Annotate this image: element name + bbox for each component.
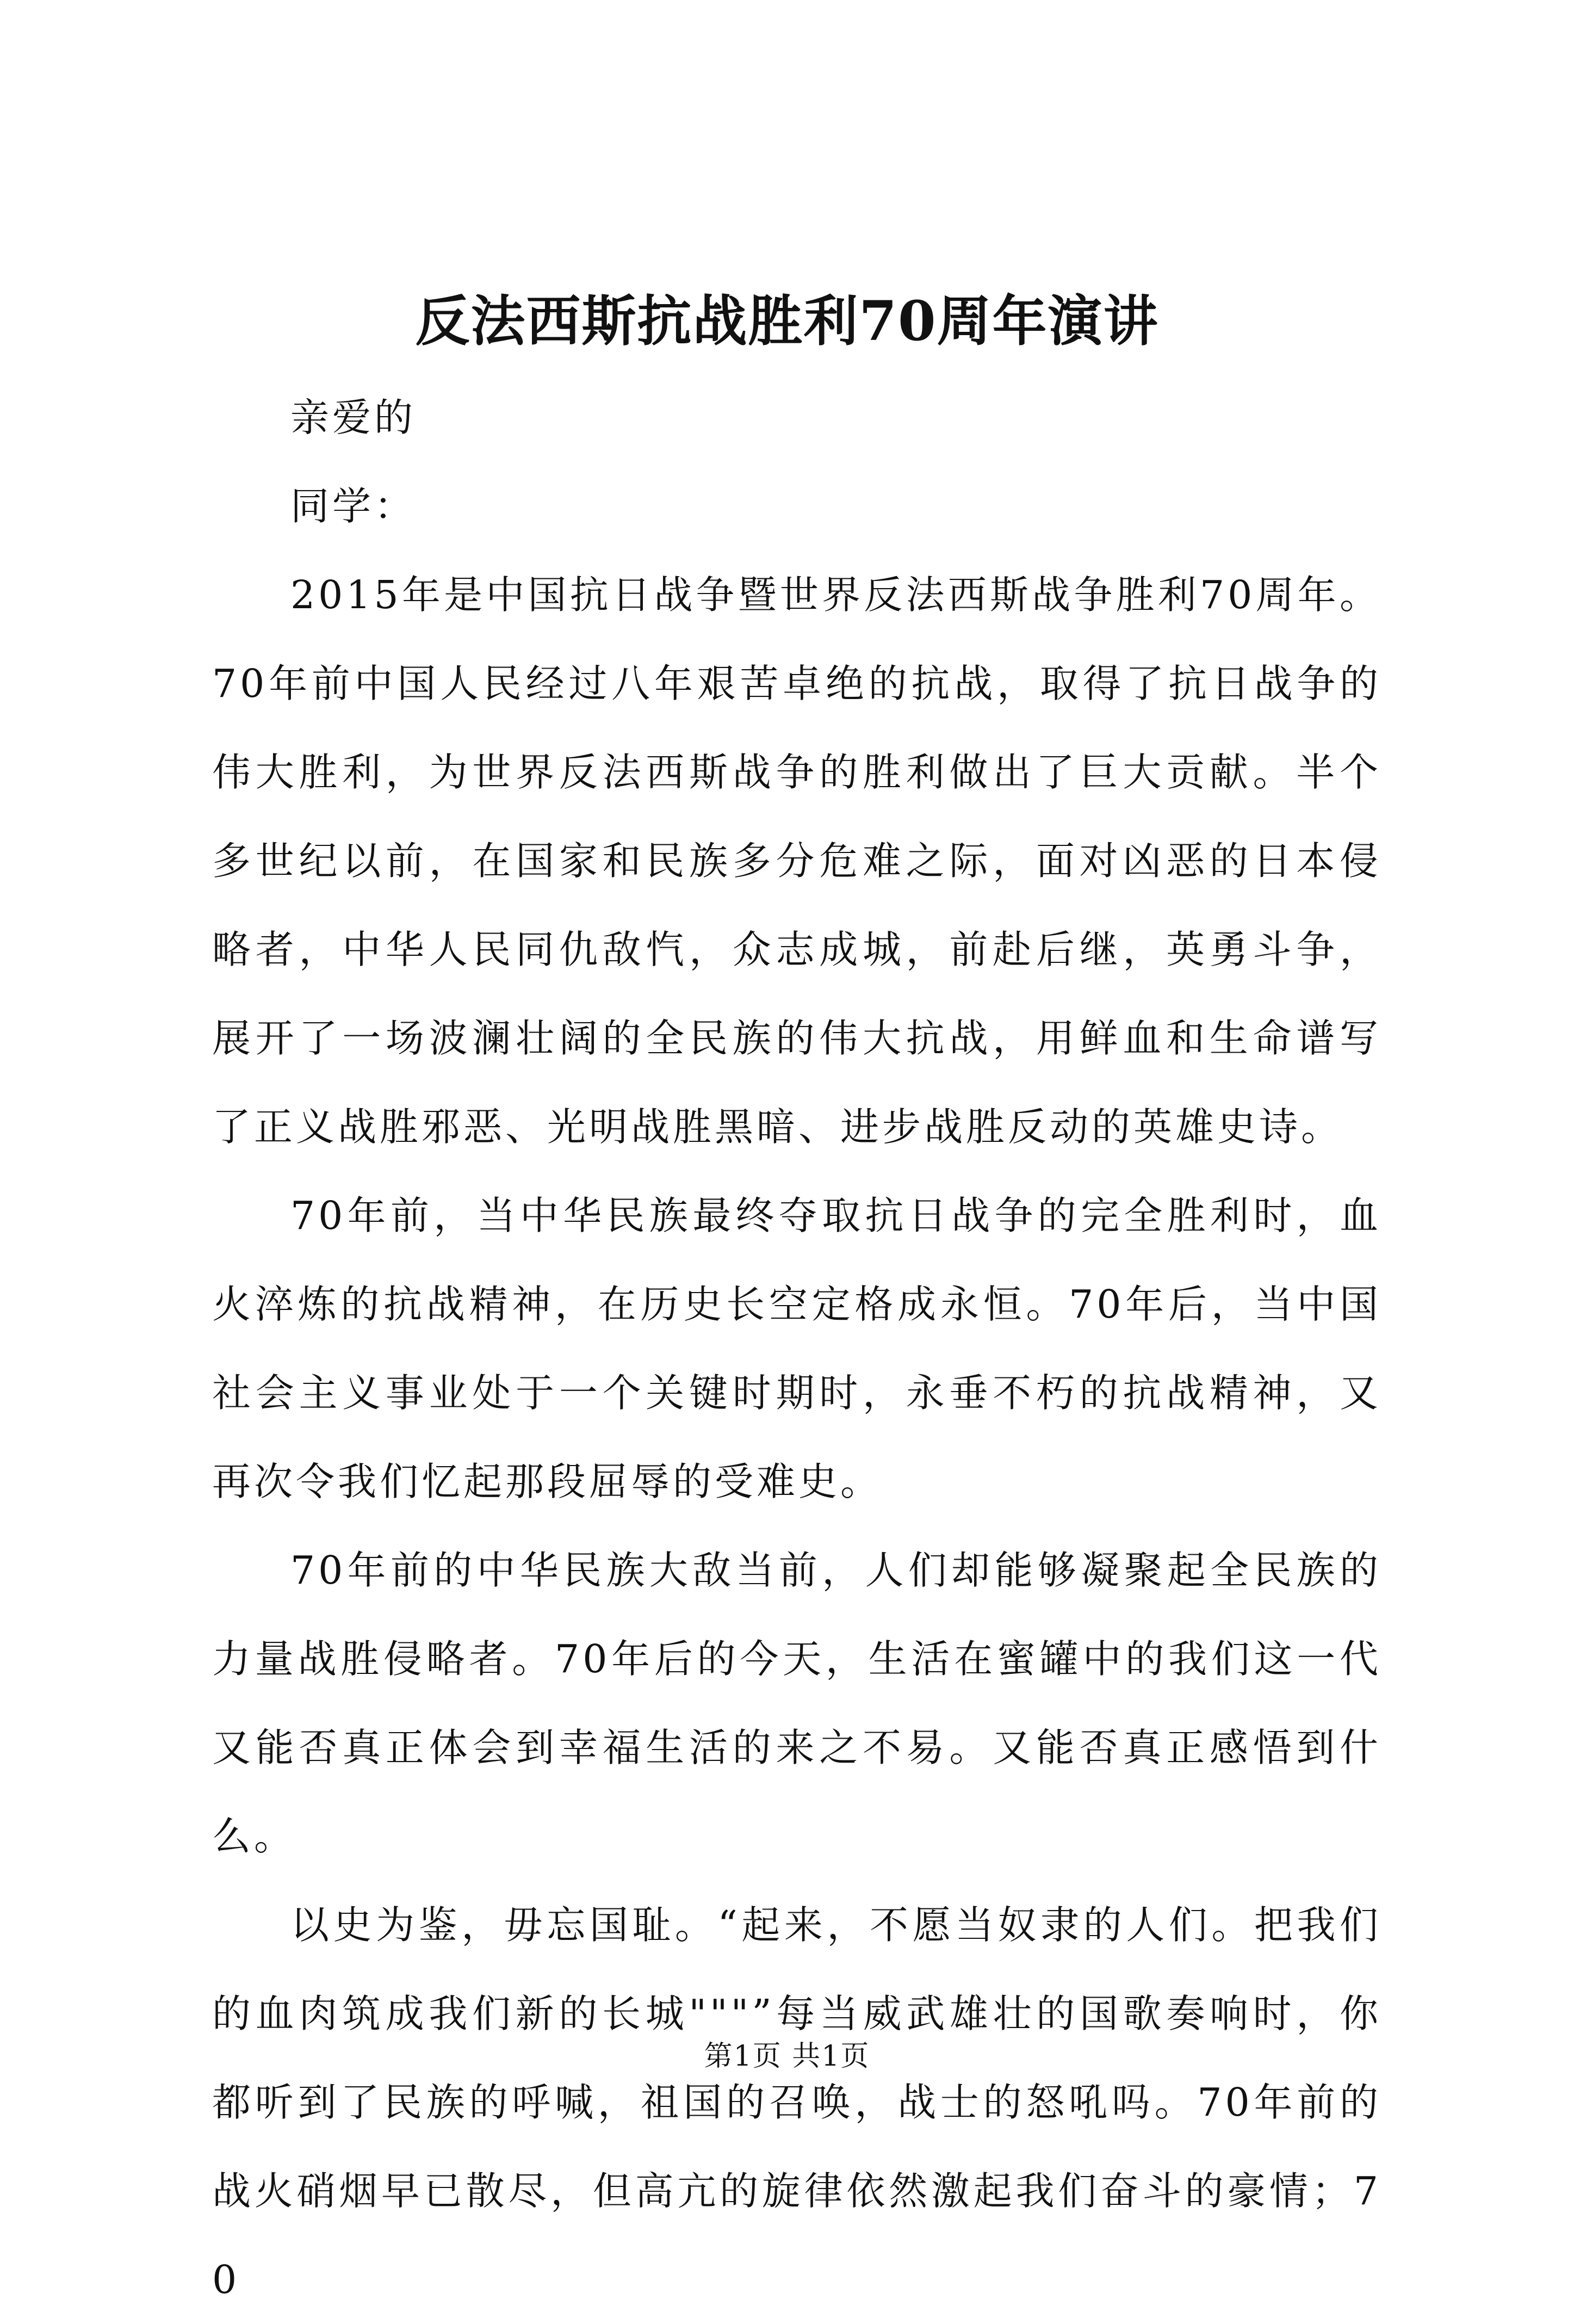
document-body bbox=[212, 373, 1381, 2324]
salutation-line: 亲爱的 bbox=[290, 395, 417, 440]
page-number-footer: 第1页 共1页 bbox=[704, 2040, 870, 2073]
body-paragraph: 2015年是中国抗日战争暨世界反法西斯战争胜利70周年。70年前中国人民经过八年艰苦卓绝的抗战，取得了抗日战争的伟大胜利，为世界反法西斯战争的胜利做出了巨大贡献。半个多世纪以前，在国家和民族多分危难之际，面对凶恶的日本侵略者，中华人民同仇敌忾，众志成城，前赴后继，英勇斗争，展开了一场波澜壮阔的全民族的伟大抗战，用鲜血和生命谱写了正义战胜邪恶、光明战胜黑暗、进步战胜反动的英雄史诗。 bbox=[212, 572, 1381, 1149]
body-paragraph: 70年前的中华民族大敌当前，人们却能够凝聚起全民族的力量战胜侵略者。70年后的今天，生活在蜜罐中的我们这一代又能否真正体会到幸福生活的来之不易。又能否真正感悟到什么。 bbox=[212, 1548, 1381, 1859]
body-paragraph: 70年前，当中华民族最终夺取抗日战争的完全胜利时，血火淬炼的抗战精神，在历史长空定格成永恒。70年后，当中国社会主义事业处于一个关键时期时，永垂不朽的抗战精神，又再次令我们忆起那段屈辱的受难史。 bbox=[212, 1193, 1381, 1504]
body-paragraph: 以史为鉴，毋忘国耻。“起来，不愿当奴隶的人们。把我们的血肉筑成我们新的长城"""”每当威武雄壮的国歌奏响时，你都听到了民族的呼喊，祖国的召唤，战士的怒吼吗。70年前的战火硝烟早已散尽，但高亢的旋律依然激起我们奋斗的豪情；70 bbox=[212, 1902, 1381, 2302]
salutation-line: 同学： bbox=[290, 484, 417, 529]
document-title: 反法西斯抗战胜利70周年演讲 bbox=[415, 289, 1159, 353]
